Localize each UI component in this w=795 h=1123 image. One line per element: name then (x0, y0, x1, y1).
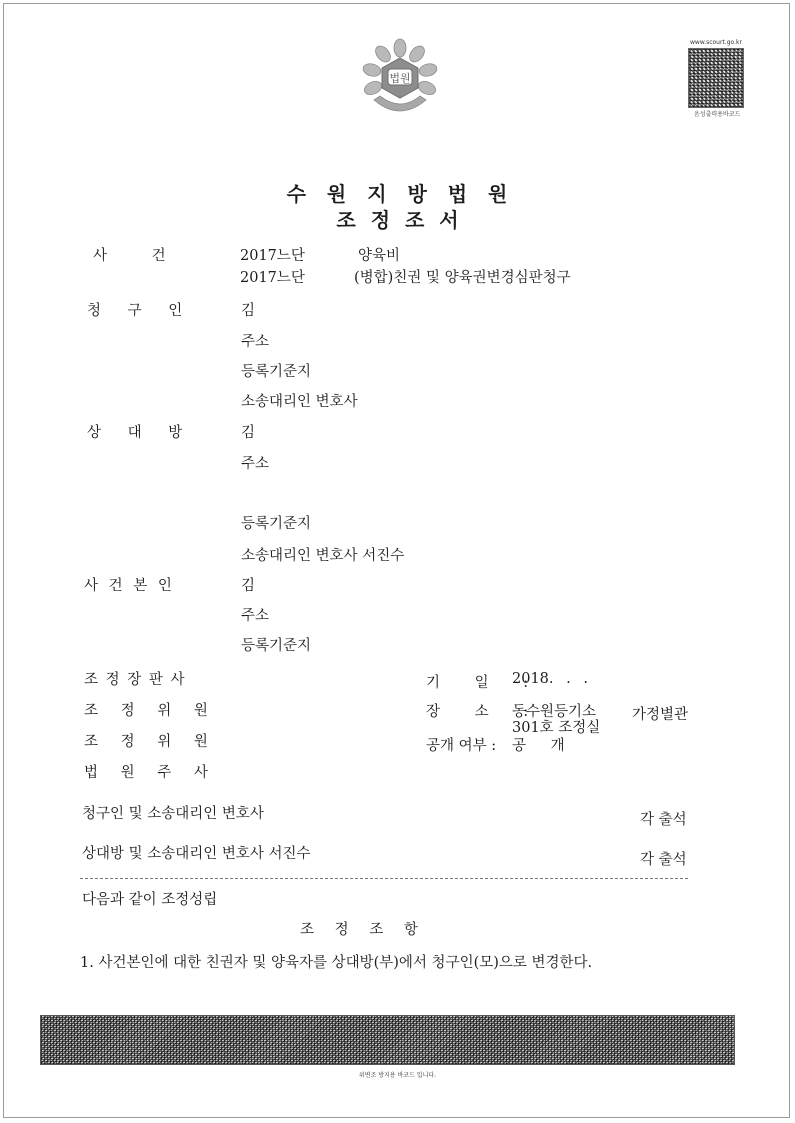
member1-label: 조 정 위 원 (84, 703, 208, 719)
case-number-1: 2017느단 (240, 248, 305, 264)
respondent-attorney: 소송대리인 변호사 서진수 (241, 548, 405, 564)
document-title: 조 정 조 서 (336, 208, 459, 232)
attendance-party-2: 상대방 및 소송대리인 변호사 서진수 (82, 846, 311, 862)
place-building: 가정별관 (632, 707, 689, 723)
principal-label: 사 건 본 인 (84, 578, 172, 594)
respondent-address-label: 주소 (241, 456, 270, 472)
case-label: 사 건 (93, 248, 166, 264)
judge-label: 조 정 장 판 사 (84, 672, 185, 688)
principal-name: 김 (241, 578, 256, 594)
principal-registry-label: 등록기준지 (241, 638, 312, 654)
claimant-address-label: 주소 (241, 334, 270, 350)
qr-caption: 음성출력용바코드 (694, 111, 741, 118)
respondent-label: 상 대 방 (87, 425, 183, 441)
section-title: 조 정 조 항 (300, 922, 418, 938)
respondent-name: 김 (241, 425, 256, 441)
claimant-label: 청 구 인 (87, 303, 183, 319)
clerk-label: 법 원 주 사 (84, 765, 208, 781)
clause-1: 1. 사건본인에 대한 친권자 및 양육자를 상대방(부)에서 청구인(모)으로 변경한다. (80, 955, 593, 971)
place-room: 301호 조정실 (512, 720, 601, 736)
principal-address-label: 주소 (241, 608, 270, 624)
intro-text: 다음과 같이 조정성립 (82, 892, 218, 908)
claimant-name: 김 (241, 303, 256, 319)
attendance-status-2: 각 출석 (640, 852, 687, 868)
claimant-registry-label: 등록기준지 (241, 364, 312, 380)
place-value: 동수원등기소 (512, 704, 597, 720)
seal-text: 법원 (389, 72, 411, 85)
case-number-2: 2017느단 (240, 270, 305, 286)
respondent-registry-label: 등록기준지 (241, 516, 312, 532)
member2-label: 조 정 위 원 (84, 734, 208, 750)
attendance-party-1: 청구인 및 소송대리인 변호사 (82, 806, 264, 822)
attendance-status-1: 각 출석 (640, 812, 687, 828)
date-value: 2018. . . (512, 671, 588, 687)
claimant-attorney: 소송대리인 변호사 (241, 394, 358, 410)
site-url: www.scourt.go.kr (690, 39, 742, 46)
place-label: 장 소 : (426, 704, 529, 720)
anti-forgery-barcode-icon (40, 1015, 735, 1065)
qr-code-icon (688, 48, 744, 108)
public-value: 공 개 (512, 738, 565, 754)
public-label: 공개 여부 : (426, 738, 497, 754)
date-label: 기 일 : (426, 675, 529, 691)
footer-caption: 위변조 방지용 바코드 입니다. (358, 1072, 437, 1079)
divider (80, 878, 688, 879)
court-name: 수 원 지 방 법 원 (286, 182, 509, 206)
court-seal-icon (360, 38, 440, 120)
case-name-1: 양육비 (358, 248, 401, 264)
case-name-2: (병합)친권 및 양육권변경심판청구 (354, 270, 571, 286)
